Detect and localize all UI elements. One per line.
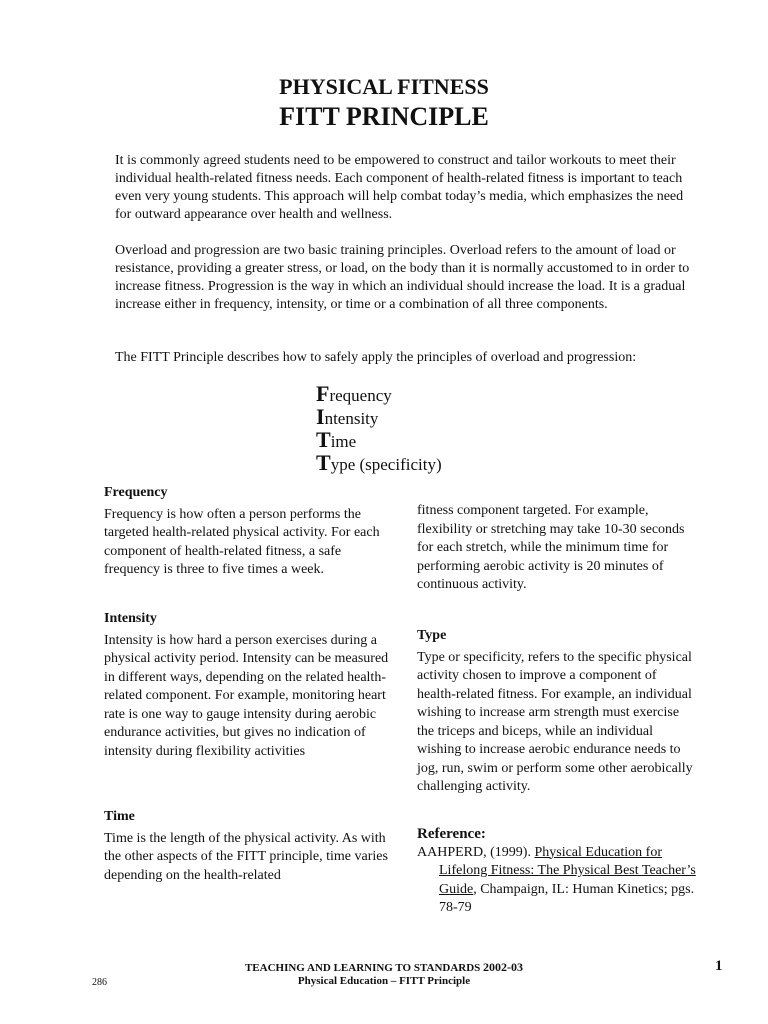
reference-heading: Reference: (417, 826, 486, 842)
reference-citation: AAHPERD, (1999). Physical Education for Lifelong Fitness: The Physical Best Teacher’s Guide, Champaign, IL: Human Kinetics; pgs. 78-79 (417, 844, 696, 915)
title-line-1: PHYSICAL FITNESS (279, 74, 489, 99)
time-text: Time is the length of the physical activity. As with the other aspects of the FITT principle, time varies depending on the health-related (104, 830, 388, 883)
fitt-row-intensity: Intensity (316, 404, 379, 429)
intro-paragraph-1: It is commonly agreed students need to be empowered to construct and tailor workouts to meet their individual health-related fitness needs. Each component of health-related fitness is important to teach even very young students. This approach will help combat today’s media, which emphasizes the need for outward appearance over health and wellness. (115, 153, 684, 222)
footer-line-1: TEACHING AND LEARNING TO STANDARDS 2002-03 (244, 960, 524, 974)
fitt-row-frequency: Frequency (316, 381, 392, 406)
time-text-continued-block (417, 502, 697, 595)
page-number: 1 (715, 958, 723, 974)
footer-left-number: 286 (92, 977, 107, 988)
section-time (104, 808, 396, 885)
footer-line-2: Physical Education – FITT Principle (297, 975, 471, 987)
type-heading: Type (417, 628, 447, 643)
intensity-text: Intensity is how hard a person exercises during a physical activity period. Intensity can be measured in different ways, depending on the related health-related component. For example, monitoring heart rate is one way to gauge intensity during aerobic endurance activities, but gives no indication of intensity during flexibility activities (104, 632, 389, 759)
title-line-2: FITT PRINCIPLE (279, 102, 489, 131)
section-frequency (104, 484, 396, 580)
section-intensity (104, 610, 396, 761)
fitt-row-time: Time (316, 427, 357, 452)
reference-section (417, 825, 697, 918)
type-text: Type or specificity, refers to the specific physical activity chosen to improve a component of health-related fitness. For example, an individual wishing to increase arm strength must exercise the triceps and biceps, while an individual wishing to increase aerobic endurance needs to jog, run, swim or perform some other aerobically challenging activity. (417, 649, 693, 794)
frequency-heading: Frequency (104, 485, 168, 500)
intensity-heading: Intensity (104, 611, 157, 626)
intro-paragraph-2: Overload and progression are two basic training principles. Overload refers to the amount of load or resistance, providing a greater stress, or load, on the body than it is normally accustomed to in order to increase fitness. Progression is the way in which an individual should increase the load. It is a gradual increase either in frequency, intensity, or time or a combination of all three components. (115, 243, 690, 312)
reference-book-title: Physical Education for Lifelong Fitness: The Physical Best Teacher’s Guide (439, 844, 696, 897)
section-type (417, 627, 697, 797)
fitt-acronym (316, 383, 442, 475)
frequency-text: Frequency is how often a person performs the targeted health-related physical activity. For each component of health-related fitness, a safe frequency is three to five times a week. (104, 506, 380, 577)
time-text-continued: fitness component targeted. For example, flexibility or stretching may take 10-30 seconds for each stretch, while the minimum time for performing aerobic activity is 20 minutes of continuous activity. (417, 503, 685, 592)
intro-paragraph-3: The FITT Principle describes how to safely apply the principles of overload and progression: (115, 350, 637, 365)
time-heading: Time (104, 809, 135, 824)
fitt-row-type: Type (specificity) (316, 450, 442, 475)
